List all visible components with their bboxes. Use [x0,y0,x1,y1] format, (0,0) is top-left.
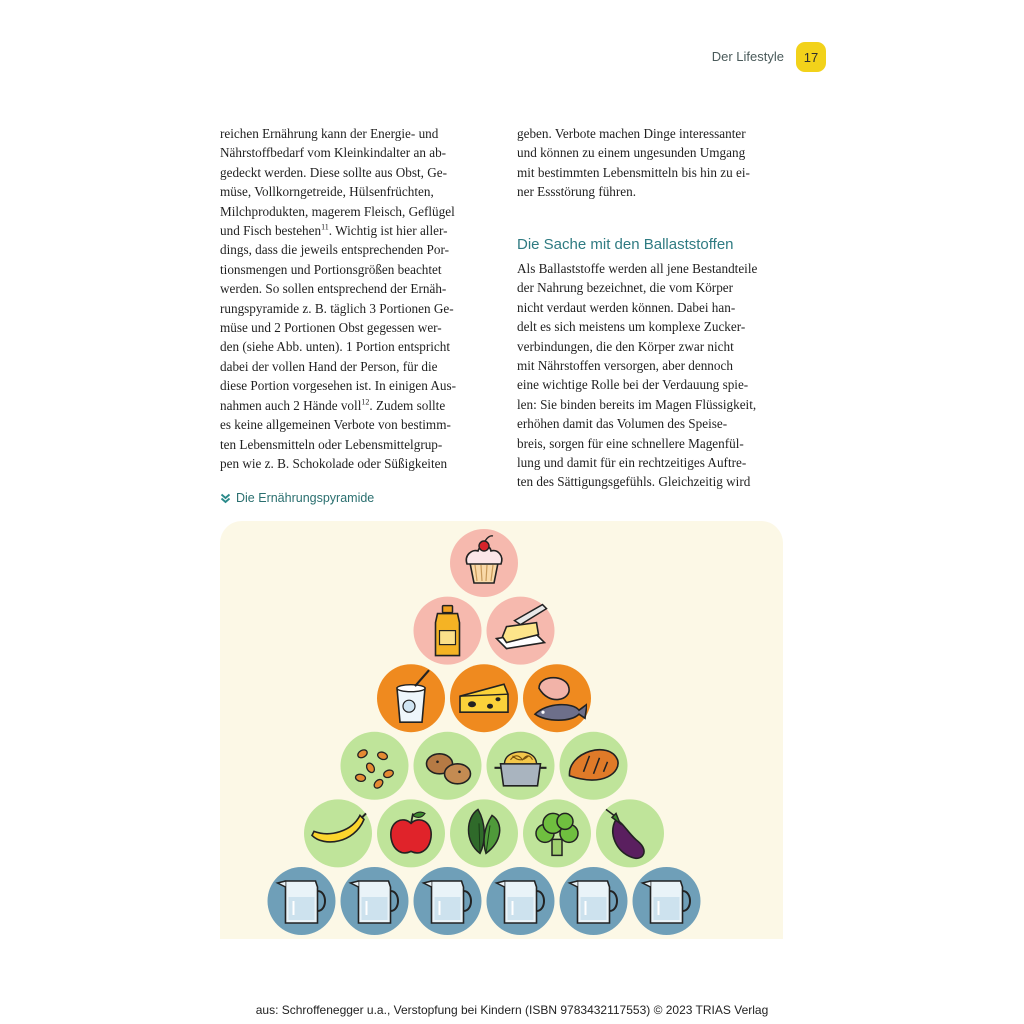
text-line: eine wichtige Rolle bei der Verdauung spie- [517,377,749,393]
pyramid-tile-dairy_protein [523,664,591,732]
pyramid-tile-grains [487,732,555,800]
text-line: nahmen auch 2 Hände voll$^{12}$. Zudem sollte [220,397,446,413]
text-line: mit bestimmten Lebensmitteln bis hin zu ei- [517,164,750,180]
pyramid-tile-drinks [341,867,409,935]
text-line: len: Sie binden bereits im Magen Flüssigkeit, [517,396,757,412]
text-line: verbindungen, die den Körper zwar nicht [517,338,734,354]
chevron-down-icon [220,493,231,504]
text-line: breis, sorgen für eine schnellere Magenfül- [517,435,744,451]
text-line: und können zu einem ungesunden Umgang [517,145,746,161]
text-line: diese Portion vorgesehen ist. In einigen Aus- [220,378,456,394]
text-line: ten Lebensmitteln oder Lebensmittelgrup- [220,436,443,452]
pyramid-tile-grains [560,732,628,800]
pyramid-tile-fruit_veg [450,799,518,867]
pyramid-tile-drinks [487,867,555,935]
pyramid-tile-fats [414,597,482,665]
page-number: 17 [803,49,819,65]
pyramid-tile-drinks [633,867,701,935]
text-line: Nährstoffbedarf vom Kleinkindalter an ab- [220,145,447,161]
oil-bottle-icon [436,606,460,656]
text-line: der Nahrung bezeichnet, die vom Körper [517,280,734,296]
running-header-title: Der Lifestyle [711,49,784,64]
pyramid-tile-grains [341,732,409,800]
text-line: es keine allgemeinen Verbote von bestimm- [220,417,451,433]
pyramid-tile-fruit_veg [523,799,591,867]
food-pyramid-figure [220,521,783,939]
text-line: ner Essstörung führen. [517,184,637,200]
text-line: dings, dass die jeweils entsprechenden Por- [220,242,449,258]
pyramid-tile-fruit_veg [304,799,372,867]
text-line: Milchprodukten, magerem Fleisch, Geflügel [220,203,455,219]
text-line: ten des Sättigungsgefühls. Gleichzeitig wird [517,474,751,490]
text-line: erhöhen damit das Volumen des Speise- [517,416,728,432]
footnote-ref: 11 [321,222,329,232]
page-number-badge [796,42,826,72]
pyramid-tile-dairy_protein [377,664,445,732]
text-line: reichen Ernährung kann der Energie- und [220,126,439,141]
pyramid-tile-drinks [268,867,336,935]
text-line: pen wie z. B. Schokolade oder Süßigkeiten [220,455,448,471]
pyramid-tile-fruit_veg [377,799,445,867]
text-line: Als Ballaststoffe werden all jene Bestandteile [517,261,758,276]
pyramid-tile-grains [414,732,482,800]
section-text [517,259,787,492]
text-line: müse und 2 Portionen Obst gegessen wer- [220,320,442,336]
text-line: geben. Verbote machen Dinge interessanter [517,126,746,141]
pyramid-tile-fruit_veg [596,799,664,867]
pyramid-tile-dairy_protein [450,664,518,732]
text-line: dabei der vollen Hand der Person, für die [220,358,438,374]
right-text-column [517,124,787,202]
text-line: müse, Vollkorngetreide, Hülsenfrüchten, [220,184,434,200]
figure-caption-text: Die Ernährungspyramide [236,491,375,505]
text-line: delt es sich meistens um komplexe Zucker- [517,319,746,335]
text-line: werden. So sollen entsprechend der Ernäh- [220,281,447,297]
text-line: gedeckt werden. Diese sollte aus Obst, Ge- [220,164,448,180]
footer-citation: aus: Schroffenegger u.a., Verstopfung bei Kindern (ISBN 9783432117553) © 2023 TRIAS Verlag [255,1003,769,1017]
pyramid-tile-drinks [560,867,628,935]
text-line: den (siehe Abb. unten). 1 Portion entspricht [220,339,451,355]
pyramid-tile-fats [487,597,555,665]
footnote-ref: 12 [361,397,370,407]
food-pyramid [220,521,783,939]
left-text-column [220,124,490,473]
text-line: und Fisch bestehen$^{11}$. Wichtig ist hier aller- [220,222,448,239]
text-line: tionsmengen und Portionsgrößen beachtet [220,261,442,277]
pyramid-tile-sweets [450,529,518,597]
section-heading: Die Sache mit den Ballaststoffen [517,236,734,253]
figure-caption [220,491,374,505]
text-line: mit Nährstoffen versorgen, aber dennoch [517,358,733,374]
text-line: nicht verdaut werden können. Dabei han- [517,299,736,315]
text-line: rungspyramide z. B. täglich 3 Portionen Ge- [220,300,454,316]
text-line: lung und damit für ein rechtzeitiges Auftre- [517,455,747,471]
pyramid-tile-drinks [414,867,482,935]
